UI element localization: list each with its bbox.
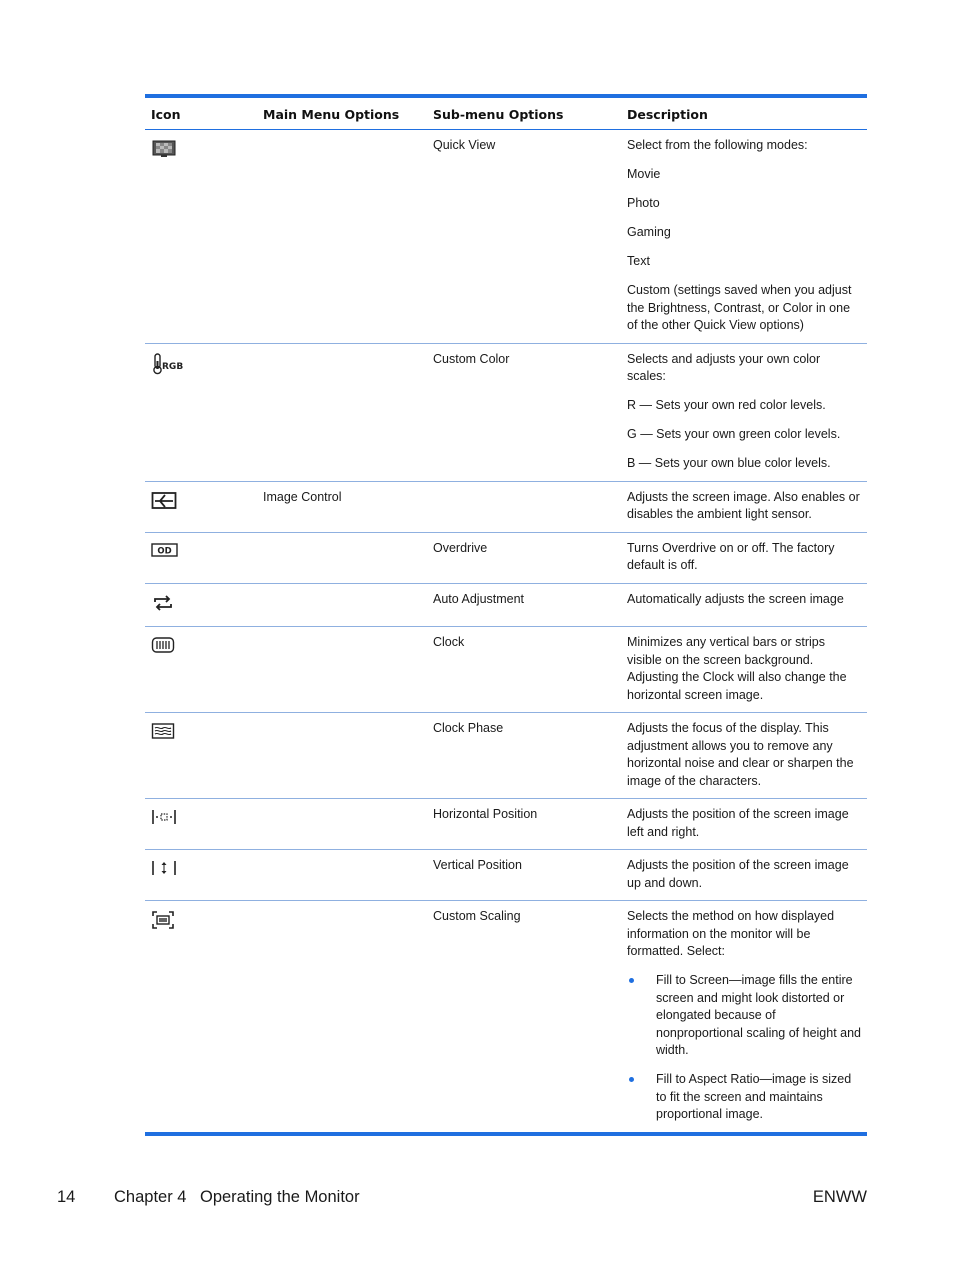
table-row: [145, 481, 867, 532]
main-menu-option: [257, 343, 427, 481]
description-paragraph: Selects the method on how displayed information on the monitor will be formatted. Select:: [627, 909, 835, 958]
icon-cell: [145, 130, 257, 344]
main-menu-option: [257, 713, 427, 799]
main-menu-option: [257, 130, 427, 344]
table-row: [145, 901, 867, 1134]
description-paragraph: Selects and adjusts your own color scales:: [627, 351, 821, 383]
image-control-icon: [151, 491, 177, 517]
description-paragraph: G — Sets your own green color levels.: [627, 427, 841, 441]
overdrive-od-icon: [151, 542, 179, 564]
sub-menu-option: Horizontal Position: [427, 799, 621, 850]
header-icon: Icon: [145, 96, 257, 130]
vertical-position-icon: [151, 859, 177, 883]
table-row: [145, 799, 867, 850]
description-paragraph: Adjusts the screen image. Also enables or disables the ambient light sensor.: [627, 489, 860, 521]
bullet-text: Fill to Screen—image fills the entire screen and might look distorted or elongated because of nonproportional scaling of height and width.: [656, 973, 862, 1057]
table-row: [145, 583, 867, 627]
horizontal-position-icon: [151, 808, 177, 832]
footer-enww: ENWW: [812, 1188, 867, 1206]
description-paragraph: Select from the following modes:: [627, 138, 808, 152]
description-paragraph: Text: [627, 254, 650, 268]
bullet-dot-icon: [629, 978, 634, 983]
sub-menu-option: Auto Adjustment: [427, 583, 621, 627]
osd-menu-table-wrapper: [145, 94, 867, 1136]
description-cell: [621, 713, 867, 799]
table-row: [145, 343, 867, 481]
main-menu-option: Image Control: [257, 481, 427, 532]
svg-text:RGB: RGB: [162, 361, 183, 372]
sub-menu-option: [427, 481, 621, 532]
bullet-text: Fill to Aspect Ratio—image is sized to fit the screen and maintains proportional image.: [656, 1072, 852, 1121]
table-row: [145, 850, 867, 901]
header-sub-menu-options: Sub-menu Options: [427, 96, 621, 130]
description-paragraph: Adjusts the position of the screen image left and right.: [627, 807, 849, 839]
svg-text:OD: OD: [157, 546, 172, 556]
chapter-label: Chapter 4: [114, 1188, 187, 1206]
description-paragraph: Movie: [627, 167, 661, 181]
main-menu-option: [257, 901, 427, 1134]
sub-menu-option: Vertical Position: [427, 850, 621, 901]
main-menu-option: [257, 799, 427, 850]
osd-menu-table: [145, 94, 867, 1136]
table-row: [145, 627, 867, 713]
description-cell: [621, 130, 867, 344]
auto-adjustment-icon: [151, 593, 175, 619]
custom-color-rgb-icon: [151, 353, 183, 381]
table-row: [145, 130, 867, 344]
description-paragraph: Adjusts the position of the screen image up and down.: [627, 858, 849, 890]
table-row: [145, 532, 867, 583]
table-body: [145, 130, 867, 1134]
description-paragraph: Minimizes any vertical bars or strips visible on the screen background. Adjusting the Clock will also change the horizontal screen image.: [627, 635, 847, 702]
description-cell: [621, 481, 867, 532]
icon-cell: [145, 799, 257, 850]
icon-cell: [145, 850, 257, 901]
sub-menu-option: Overdrive: [427, 532, 621, 583]
description-cell: [621, 799, 867, 850]
main-menu-option: [257, 532, 427, 583]
icon-cell: [145, 583, 257, 627]
description-bullet-item: [627, 972, 861, 1060]
icon-cell: [145, 481, 257, 532]
table-row: [145, 713, 867, 799]
description-cell: [621, 627, 867, 713]
sub-menu-option: Clock: [427, 627, 621, 713]
main-menu-option: [257, 583, 427, 627]
sub-menu-option: Custom Color: [427, 343, 621, 481]
sub-menu-option: Clock Phase: [427, 713, 621, 799]
quick-view-icon: [151, 139, 177, 165]
description-paragraph: Adjusts the focus of the display. This adjustment allows you to remove any horizontal noise and clear or sharpen the image of the characters.: [627, 721, 854, 788]
clock-phase-icon: [151, 722, 175, 746]
description-bullet-list: [627, 972, 861, 1124]
icon-cell: [145, 343, 257, 481]
description-paragraph: Automatically adjusts the screen image: [627, 591, 844, 606]
page-number: 14: [57, 1188, 76, 1206]
description-cell: [621, 343, 867, 481]
description-paragraph: Custom (settings saved when you adjust the Brightness, Contrast, or Color in one of the other Quick View options): [627, 283, 852, 332]
bullet-dot-icon: [629, 1077, 634, 1082]
description-cell: [621, 532, 867, 583]
header-main-menu-options: Main Menu Options: [257, 96, 427, 130]
description-paragraph: B — Sets your own blue color levels.: [627, 456, 831, 470]
main-menu-option: [257, 627, 427, 713]
description-cell: [621, 850, 867, 901]
description-paragraph: R — Sets your own red color levels.: [627, 398, 826, 412]
chapter-title: Operating the Monitor: [200, 1188, 360, 1206]
clock-icon: [151, 636, 175, 660]
custom-scaling-icon: [151, 910, 175, 936]
table-header-row: [145, 96, 867, 130]
sub-menu-option: Custom Scaling: [433, 909, 521, 923]
description-paragraph: Gaming: [627, 225, 671, 239]
main-menu-option: [257, 850, 427, 901]
description-paragraph: Turns Overdrive on or off. The factory default is off.: [627, 540, 835, 572]
sub-menu-option: Quick View: [427, 130, 621, 344]
icon-cell: [145, 713, 257, 799]
description-bullet-item: [627, 1071, 861, 1124]
icon-cell: [145, 532, 257, 583]
header-description: Description: [621, 96, 867, 130]
icon-cell: [145, 627, 257, 713]
description-paragraph: Photo: [627, 196, 660, 210]
icon-cell: [145, 901, 257, 1134]
description-cell: [621, 583, 867, 627]
description-cell: [621, 901, 867, 1134]
